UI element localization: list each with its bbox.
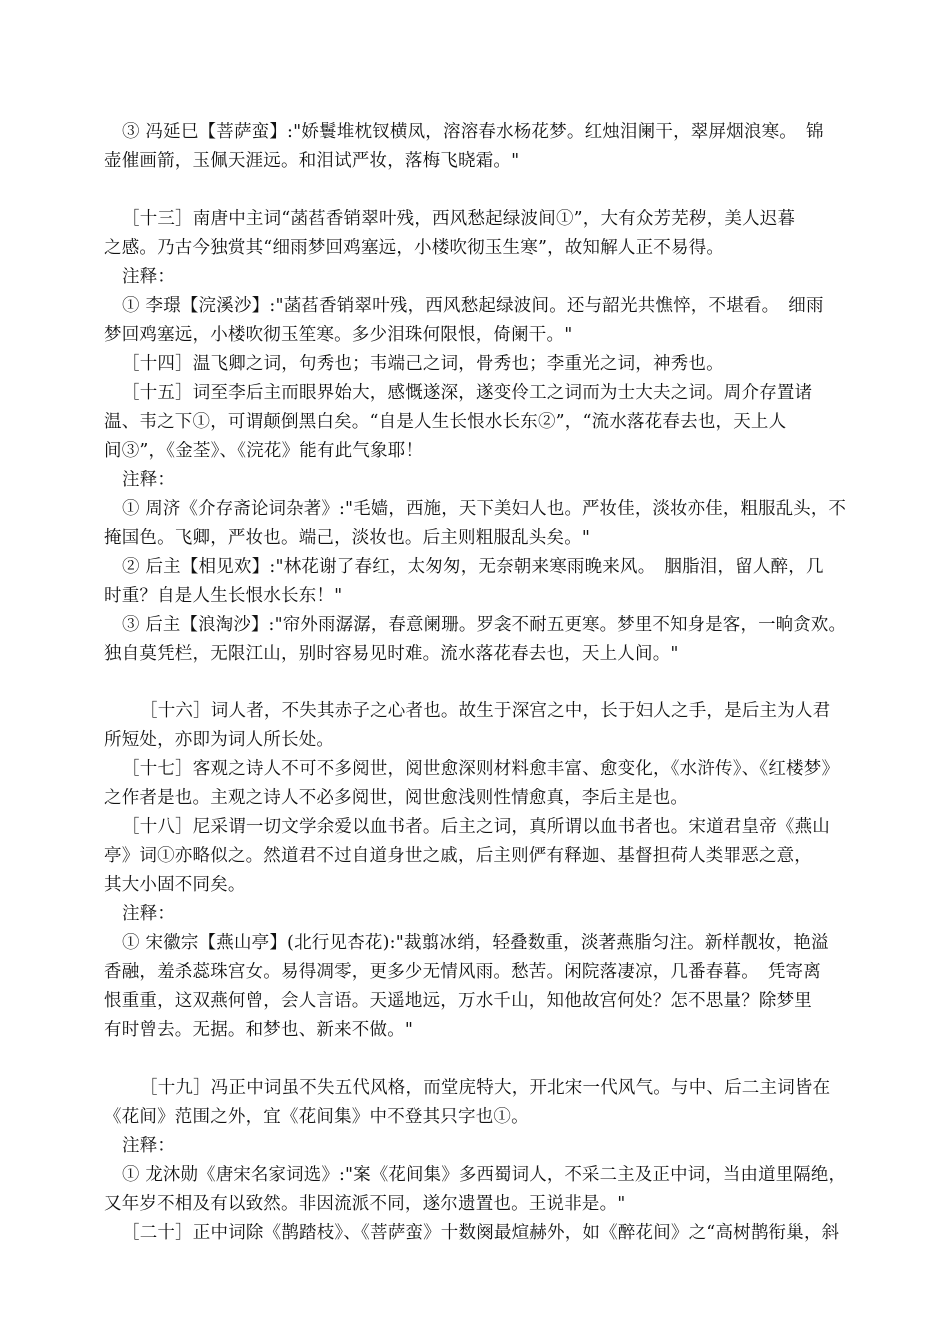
text-line: 注释： xyxy=(122,1136,176,1156)
text-line: 梦回鸡塞远，小楼吹彻玉笙寒。多少泪珠何限恨，倚阑干。" xyxy=(104,325,573,345)
text-line: 时重？自是人生长恨水长东！" xyxy=(104,586,343,606)
text-line: ［十六］词人者，不失其赤子之心者也。故生于深宫之中，长于妇人之手，是后主为人君 xyxy=(140,701,831,721)
text-line: ② 后主【相见欢】:"林花谢了春红，太匆匆，无奈朝来寒雨晚来风。 胭脂泪，留人醉，几 xyxy=(122,557,824,577)
text-line: 掩国色。飞卿，严妆也。端己，淡妆也。后主则粗服乱头矣。" xyxy=(104,528,591,548)
text-line: ① 周济《介存斋论词杂著》:"毛嫱，西施，天下美妇人也。严妆佳，淡妆亦佳，粗服乱头，不 xyxy=(122,499,847,519)
text-line: ［十九］冯正中词虽不失五代风格，而堂庑特大，开北宋一代风气。与中、后二主词皆在 xyxy=(140,1078,831,1098)
text-line: 恨重重，这双燕何曾，会人言语。天遥地远，万水千山，知他故宫何处？怎不思量？除梦里 xyxy=(104,991,812,1011)
text-line: ［十七］客观之诗人不可不多阅世，阅世愈深则材料愈丰富、愈变化，《水浒传》、《红楼梦》 xyxy=(122,759,840,779)
text-line: 之作者是也。主观之诗人不必多阅世，阅世愈浅则性情愈真，李后主是也。 xyxy=(104,788,689,808)
text-line: 又年岁不相及有以致然。非因流派不同，遂尔遗置也。王说非是。" xyxy=(104,1194,626,1214)
text-line: 香融，羞杀蕊珠宫女。易得凋零，更多少无情风雨。愁苦。闲院落凄凉，几番春暮。 凭寄离 xyxy=(104,962,821,982)
text-line: 壶催画箭，玉佩天涯远。和泪试严妆，落梅飞晓霜。" xyxy=(104,151,520,171)
text-line: ① 龙沐勋《唐宋名家词选》:"案《花间集》多西蜀词人，不采二主及正中词，当由道里隔绝， xyxy=(122,1165,847,1185)
text-line: 所短处，亦即为词人所长处。 xyxy=(104,730,335,750)
text-line: 有时曾去。无据。和梦也、新来不做。" xyxy=(104,1020,414,1040)
text-line: ［二十］正中词除《鹊踏枝》、《菩萨蛮》十数阕最煊赫外，如《醉花间》之“高树鹊衔巢，斜 xyxy=(122,1223,840,1243)
text-line: 其大小固不同矣。 xyxy=(104,875,246,895)
text-line: 亭》词①亦略似之。然道君不过自道身世之戚，后主则俨有释迦、基督担荷人类罪恶之意， xyxy=(104,846,812,866)
text-line: 注释： xyxy=(122,470,176,490)
text-line: ［十四］温飞卿之词，句秀也；韦端己之词，骨秀也；李重光之词，神秀也。 xyxy=(122,354,724,374)
text-line: ［十八］尼采谓一切文学余爱以血书者。后主之词，真所谓以血书者也。宋道君皇帝《燕山 xyxy=(122,817,830,837)
text-line: ［十五］词至李后主而眼界始大，感慨遂深，遂变伶工之词而为士大夫之词。周介存置诸 xyxy=(122,383,813,403)
text-line: ③ 冯延巳【菩萨蛮】:"娇鬟堆枕钗横凤，溶溶春水杨花梦。红烛泪阑干，翠屏烟浪寒。 锦 xyxy=(122,122,824,142)
text-line: 温、韦之下①，可谓颠倒黑白矣。“自是人生长恨水长东②”，“流水落花春去也，天上人 xyxy=(104,412,787,432)
text-line: ① 宋徽宗【燕山亭】(北行见杏花):"裁翦冰绡，轻叠数重，淡著燕脂匀注。新样靓妆，艳溢 xyxy=(122,933,829,953)
text-line: 注释： xyxy=(122,267,176,287)
text-line: 间③”，《金荃》、《浣花》能有此气象耶！ xyxy=(104,441,424,461)
text-line: ③ 后主【浪淘沙】:"帘外雨潺潺，春意阑珊。罗衾不耐五更寒。梦里不知身是客，一晌贪欢。 xyxy=(122,615,847,635)
text-line: ① 李璟【浣溪沙】:"菡萏香销翠叶残，西风愁起绿波间。还与韶光共憔悴，不堪看。 细雨 xyxy=(122,296,824,316)
text-line: ［十三］南唐中主词“菡萏香销翠叶残，西风愁起绿波间①”，大有众芳芜秽，美人迟暮 xyxy=(122,209,796,229)
text-line: 《花间》范围之外，宜《花间集》中不登其只字也①。 xyxy=(104,1107,529,1127)
text-line: 独自莫凭栏，无限江山，别时容易见时难。流水落花春去也，天上人间。" xyxy=(104,644,679,664)
text-line: 之感。乃古今独赏其“细雨梦回鸡塞远，小楼吹彻玉生寒”，故知解人正不易得。 xyxy=(104,238,725,258)
text-line: 注释： xyxy=(122,904,176,924)
